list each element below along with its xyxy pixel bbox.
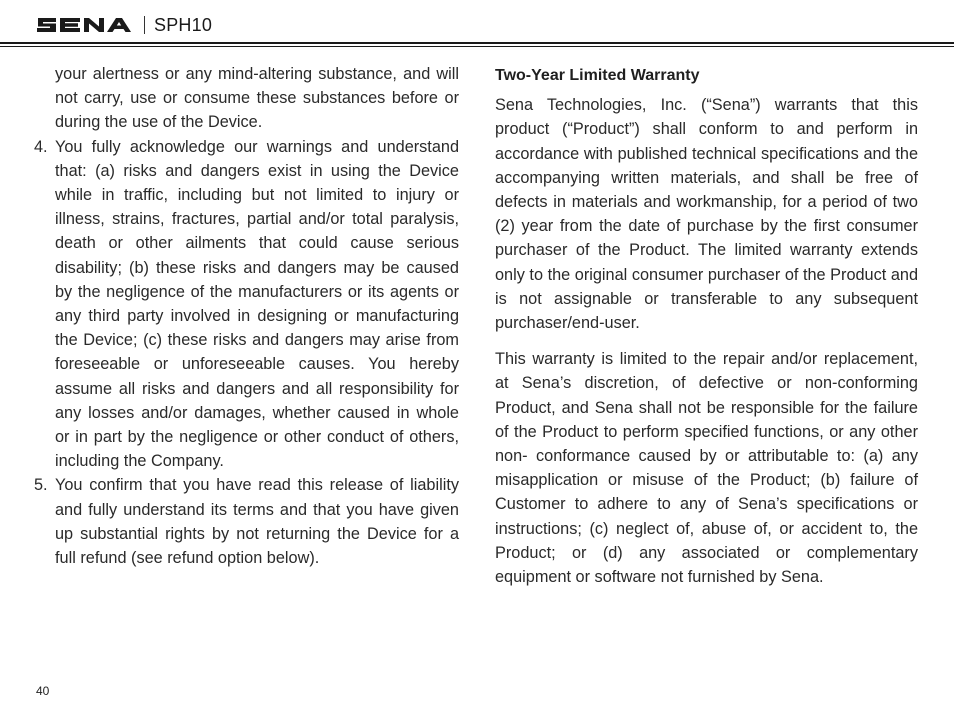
list-item-text: You fully acknowledge our warnings and understand that: (a) risks and dangers exist in using the Device while in traffic, including but not limited to injury or illness, strains, fractures, partial and/or total paralysis, death or other ailments that could cause serious disability; (b) these risks and dangers may be caused by the negligence of the manufacturers or its agents or any third party involved in designing or manufacturing the Device; (c) these risks and dangers may arise from foreseeable or unforeseeable causes. You hereby assume all risks and dangers and all responsibility for any losses and/or damages, whether caused in whole or in part by the negligence or other conduct of others, including the Company. <box>55 137 459 471</box>
header-rule-thick <box>0 42 954 44</box>
list-item-continuation: your alertness or any mind-altering substance, and will not carry, use or consume these substances before or during the use of the Device. <box>55 65 459 132</box>
list-item-number: 5. <box>34 476 48 495</box>
header-rule-thin <box>0 46 954 47</box>
list-item-text: You confirm that you have read this release of liability and fully understand its terms and that you have given up substantial rights by not returning the Device for a full refund (see refund option below). <box>55 476 459 568</box>
list-item <box>34 135 459 474</box>
sena-logo <box>36 15 132 35</box>
right-column <box>495 62 918 601</box>
list-item-number: 4. <box>34 137 48 156</box>
page-header <box>36 10 212 40</box>
warranty-paragraph: This warranty is limited to the repair and/or replacement, at Sena’s discretion, of defective or non-conforming Product, and Sena shall not be responsible for the failure of the Product to perform specified functions, or any other non- conformance caused by or attributable to: (a) any misapplication or misuse of the Product; (b) failure of Customer to adhere to any of Sena’s specifications or instructions; (c) neglect of, abuse of, or accident to, the Product; or (d) any associated or complementary equipment or software not furnished by Sena. <box>495 350 918 587</box>
header-separator <box>144 16 145 34</box>
section-heading: Two-Year Limited Warranty <box>495 67 700 84</box>
list-item <box>34 473 459 570</box>
model-name: SPH10 <box>154 14 213 35</box>
warranty-paragraph: Sena Technologies, Inc. (“Sena”) warrants that this product (“Product”) shall conform to and perform in accordance with published technical specifications and the accompanying written materials, and shall be free of defects in materials and workmanship, for a period of two (2) year from the date of purchase by the first consumer purchaser of the Product. The limited warranty extends only to the original consumer purchaser of the Product and is not assignable or transferable to any subsequent purchaser/end-user. <box>495 96 918 333</box>
page-number: 40 <box>36 684 50 698</box>
left-column <box>34 62 459 570</box>
